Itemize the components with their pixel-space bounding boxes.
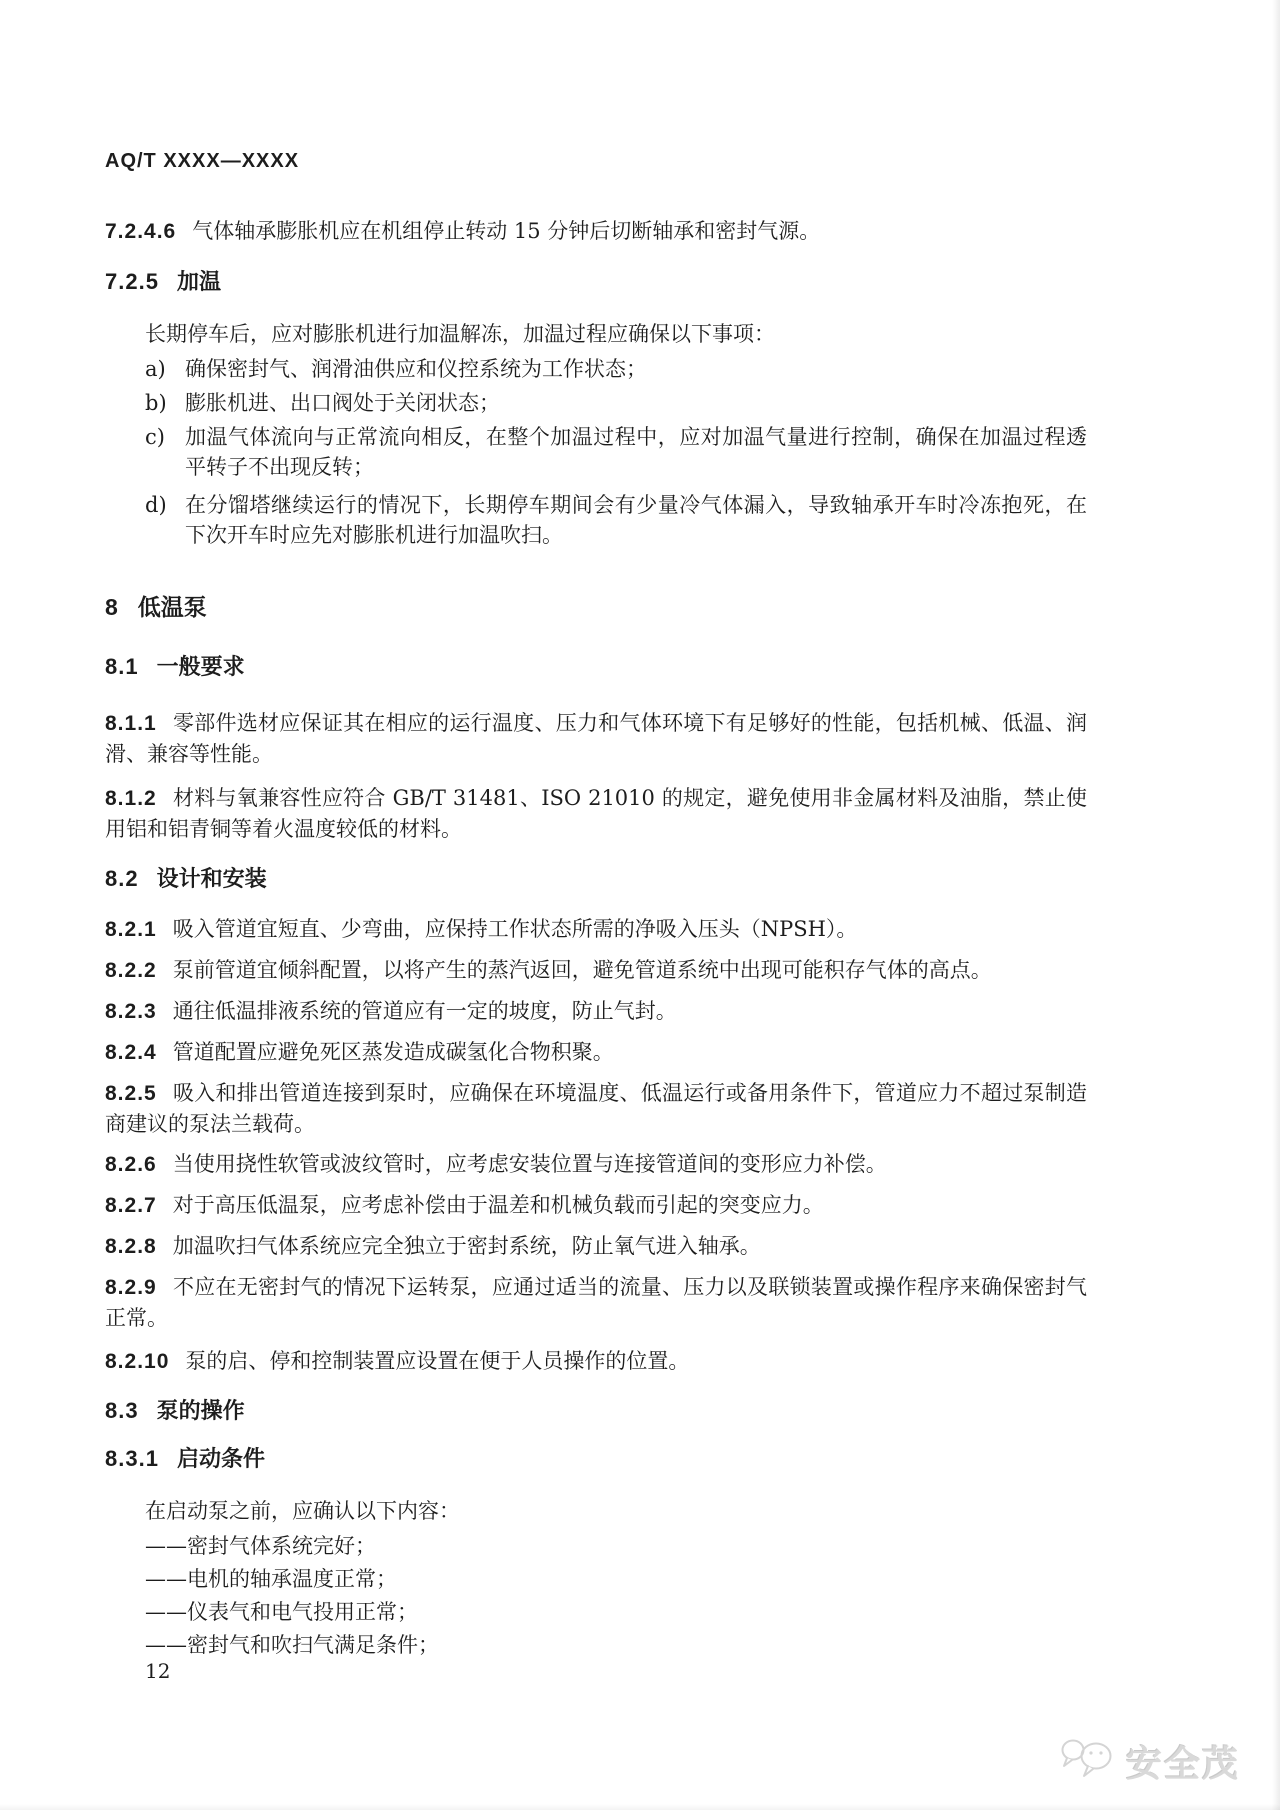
dash-list-item: ——密封气和吹扫气满足条件； xyxy=(145,1633,439,1657)
heading-number: 8.1 xyxy=(105,654,139,679)
lettered-list xyxy=(105,354,1087,550)
clause-8.2.1 xyxy=(105,914,1087,945)
clause-number: 8.2.10 xyxy=(105,1350,170,1373)
scan-edge-shadow-bottom xyxy=(0,1804,1280,1810)
watermark-label: 安全茂 xyxy=(1125,1743,1240,1784)
dash-list-item: ——密封气体系统完好； xyxy=(145,1534,376,1558)
clause-text: 通往低温排液系统的管道应有一定的坡度，防止气封。 xyxy=(172,999,677,1023)
heading-title: 低温泵 xyxy=(137,594,207,620)
clause-text: 零部件选材应保证其在相应的运行温度、压力和气体环境下有足够好的性能，包括机械、低温、润滑、兼容等性能。 xyxy=(105,711,1087,766)
clause-8.1.1 xyxy=(105,708,1087,769)
list-marker: d) xyxy=(145,493,167,517)
clause-number: 8.2.4 xyxy=(105,1041,157,1064)
intro-paragraph-8.3.1: 在启动泵之前，应确认以下内容： xyxy=(145,1499,460,1523)
clause-text: 加温吹扫气体系统应完全独立于密封系统，防止氧气进入轴承。 xyxy=(172,1234,761,1258)
list-item-text: 在分馏塔继续运行的情况下，长期停车期间会有少量冷气体漏入，导致轴承开车时冷冻抱死，在下次开车时应先对膨胀机进行加温吹扫。 xyxy=(185,493,1087,547)
watermark xyxy=(1060,1736,1240,1787)
clause-number: 8.1.1 xyxy=(105,712,157,735)
list-item-text: 膨胀机进、出口阀处于关闭状态； xyxy=(185,391,500,415)
clause-text: 泵前管道宜倾斜配置，以将产生的蒸汽返回，避免管道系统中出现可能积存气体的高点。 xyxy=(172,958,992,982)
clause-number: 8.2.9 xyxy=(105,1276,157,1299)
clause-8.2.5 xyxy=(105,1078,1087,1139)
clause-7.2.4.6 xyxy=(105,216,1087,247)
list-item xyxy=(145,388,1087,418)
heading-8.3 xyxy=(105,1396,1087,1426)
heading-title: 设计和安装 xyxy=(156,866,267,891)
clause-number: 8.2.2 xyxy=(105,959,157,982)
dash-list xyxy=(105,1531,1087,1660)
clause-number: 8.2.5 xyxy=(105,1082,157,1105)
heading-title: 泵的操作 xyxy=(156,1398,245,1423)
clause-8.2.8 xyxy=(105,1231,1087,1262)
heading-number: 8.2 xyxy=(105,866,139,891)
dash-list-item: ——电机的轴承温度正常； xyxy=(145,1567,397,1591)
page-content xyxy=(105,0,1087,1660)
clause-number: 8.2.3 xyxy=(105,1000,157,1023)
clause-8.2.6 xyxy=(105,1149,1087,1180)
clause-text: 吸入和排出管道连接到泵时，应确保在环境温度、低温运行或备用条件下，管道应力不超过泵制造商建议的泵法兰载荷。 xyxy=(105,1081,1087,1136)
clause-8.2.3 xyxy=(105,996,1087,1027)
heading-number: 8.3 xyxy=(105,1398,139,1423)
clause-text: 气体轴承膨胀机应在机组停止转动 15 分钟后切断轴承和密封气源。 xyxy=(192,219,821,243)
scan-edge-shadow-right xyxy=(1272,0,1280,1810)
clause-number: 8.2.7 xyxy=(105,1194,157,1217)
heading-8.1 xyxy=(105,652,1087,682)
wechat-chat-bubbles-icon xyxy=(1060,1737,1116,1787)
list-item xyxy=(145,422,1087,482)
heading-title: 加温 xyxy=(176,269,221,294)
dash-list-item: ——仪表气和电气投用正常； xyxy=(145,1600,418,1624)
doc-code-header: AQ/T XXXX—XXXX xyxy=(105,150,300,172)
page-number: 12 xyxy=(145,1659,171,1683)
list-item-text: 加温气体流向与正常流向相反，在整个加温过程中，应对加温气量进行控制，确保在加温过程透平转子不出现反转； xyxy=(185,425,1087,479)
clause-text: 当使用挠性软管或波纹管时，应考虑安装位置与连接管道间的变形应力补偿。 xyxy=(172,1152,887,1176)
clause-text: 材料与氧兼容性应符合 GB/T 31481、ISO 21010 的规定，避免使用非金属材料及油脂，禁止使用铝和铝青铜等着火温度较低的材料。 xyxy=(105,786,1087,841)
clause-text: 管道配置应避免死区蒸发造成碳氢化合物积聚。 xyxy=(172,1040,614,1064)
clause-text: 泵的启、停和控制装置应设置在便于人员操作的位置。 xyxy=(185,1349,690,1373)
clause-number: 7.2.4.6 xyxy=(105,220,177,243)
clause-8.2.9 xyxy=(105,1272,1087,1333)
heading-8.3.1 xyxy=(105,1444,1087,1474)
clause-text: 吸入管道宜短直、少弯曲，应保持工作状态所需的净吸入压头（NPSH）。 xyxy=(172,917,858,941)
list-item xyxy=(145,490,1087,550)
heading-number: 7.2.5 xyxy=(105,269,159,294)
clause-8.2.7 xyxy=(105,1190,1087,1221)
list-item xyxy=(145,354,1087,384)
clause-8.1.2 xyxy=(105,783,1087,844)
heading-title: 启动条件 xyxy=(176,1446,265,1471)
heading-number: 8.3.1 xyxy=(105,1446,159,1471)
clause-number: 8.1.2 xyxy=(105,787,157,810)
heading-number: 8 xyxy=(105,594,118,620)
clause-number: 8.2.8 xyxy=(105,1235,157,1258)
clause-number: 8.2.6 xyxy=(105,1153,157,1176)
clause-8.2.2 xyxy=(105,955,1087,986)
heading-7.2.5 xyxy=(105,267,1087,297)
list-item-text: 确保密封气、润滑油供应和仪控系统为工作状态； xyxy=(185,357,647,381)
clause-number: 8.2.1 xyxy=(105,918,157,941)
heading-title: 一般要求 xyxy=(156,654,245,679)
intro-paragraph-7.2.5: 长期停车后，应对膨胀机进行加温解冻，加温过程应确保以下事项： xyxy=(145,322,775,346)
clause-text: 对于高压低温泵，应考虑补偿由于温差和机械负载而引起的突变应力。 xyxy=(172,1193,824,1217)
clause-8.2.4 xyxy=(105,1037,1087,1068)
heading-8.2 xyxy=(105,864,1087,894)
list-marker: b) xyxy=(145,391,167,415)
clause-8.2.10 xyxy=(105,1346,1087,1377)
heading-8 xyxy=(105,590,1087,624)
clause-text: 不应在无密封气的情况下运转泵，应通过适当的流量、压力以及联锁装置或操作程序来确保密封气正常。 xyxy=(105,1275,1087,1330)
list-marker: c) xyxy=(145,425,165,449)
list-marker: a) xyxy=(145,357,166,381)
